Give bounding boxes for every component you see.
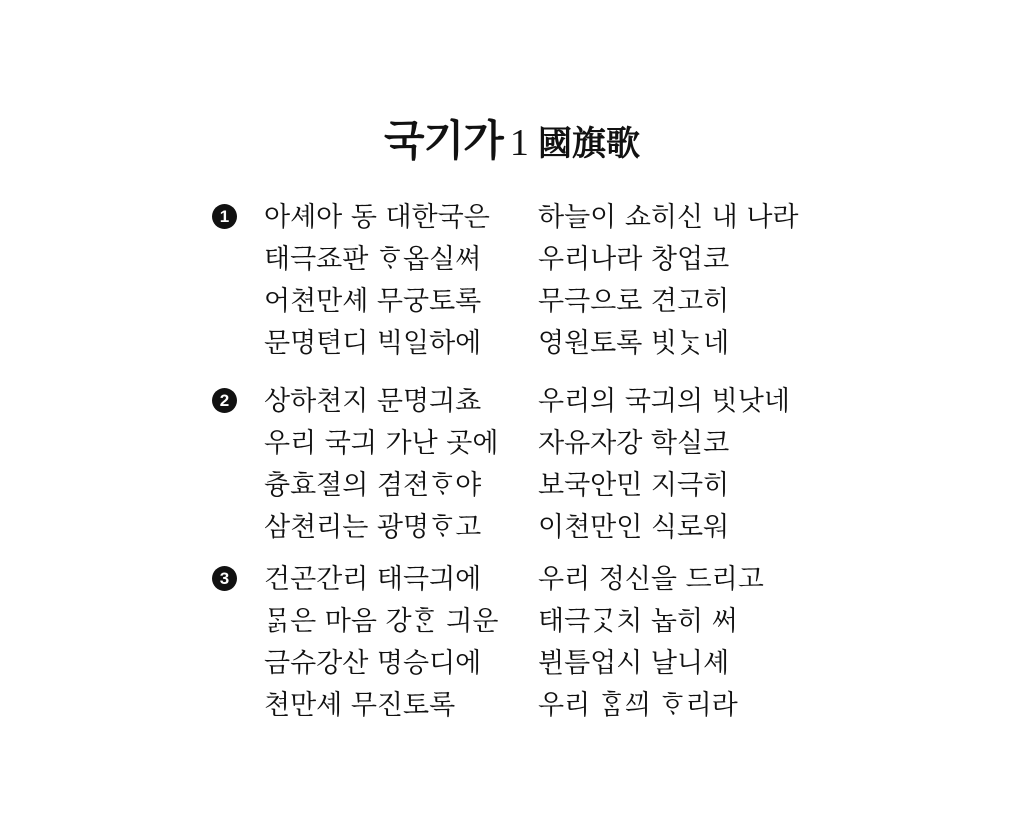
line-first-half: ᄆᆞᆰ은 마음 강ᄒᆞᆫ 긔운 — [264, 606, 499, 637]
line-first-half: 삼쳔리는 광명ᄒᆞ고 — [264, 512, 482, 543]
line-first-half: 우리 국긔 가난 곳에 — [264, 428, 499, 459]
line-second-half: 자유자강 학실코 — [538, 428, 730, 459]
line-second-half: 우리 ᄒᆞᆷᄭᅴ ᄒᆞ리라 — [538, 690, 738, 721]
line-second-half: 뷘틈업시 날니셰 — [538, 648, 730, 679]
title-hanja: 國旗歌 — [537, 124, 640, 164]
verse-number-badge: 2 — [212, 388, 237, 413]
line-second-half: 무극으로 견고히 — [538, 286, 730, 317]
line-first-half: 츙효졀의 겸젼ᄒᆞ야 — [264, 470, 482, 501]
line-first-half: 태극죠판 ᄒᆞ옵실쎠 — [264, 244, 482, 275]
line-first-half: 어쳔만셰 무궁토록 — [264, 286, 482, 317]
verse-number-badge: 3 — [212, 566, 237, 591]
page-title — [0, 108, 1024, 168]
verse-line — [264, 282, 844, 322]
verse-line — [264, 686, 844, 726]
verse-line — [264, 560, 844, 600]
line-second-half: 영원토록 빗ᄂᆞᆺ네 — [538, 328, 730, 359]
line-first-half: 쳔만셰 무진토록 — [264, 690, 456, 721]
line-second-half: 하늘이 쇼히신 내 나라 — [538, 202, 799, 233]
verse-line — [264, 602, 844, 642]
title-number: 1 — [509, 122, 529, 164]
verse-line — [264, 424, 844, 464]
line-second-half: 보국안민 지극히 — [538, 470, 730, 501]
verse-line — [264, 466, 844, 506]
line-second-half: 이쳔만인 식로워 — [538, 512, 730, 543]
line-first-half: 문명텬디 빅일하에 — [264, 328, 482, 359]
title-korean: 국기가 — [384, 116, 503, 165]
line-first-half: 건곤간리 태극긔에 — [264, 564, 482, 595]
verse-line — [264, 508, 844, 548]
line-first-half: 금슈강산 명승디에 — [264, 648, 482, 679]
verse-line — [264, 324, 844, 364]
verse-line — [264, 382, 844, 422]
line-first-half: 상하쳔지 문명긔쵸 — [264, 386, 482, 417]
line-second-half: 태극ᄀᆞᆺ치 놉히 써 — [538, 606, 738, 637]
verse-number-badge: 1 — [212, 204, 237, 229]
verse-line — [264, 240, 844, 280]
line-second-half: 우리 정신을 드리고 — [538, 564, 764, 595]
line-second-half: 우리나라 창업코 — [538, 244, 730, 275]
line-first-half: 아셰아 동 대한국은 — [264, 202, 490, 233]
line-second-half: 우리의 국긔의 빗낫네 — [538, 386, 790, 417]
verse-line — [264, 644, 844, 684]
verse-line — [264, 198, 844, 238]
